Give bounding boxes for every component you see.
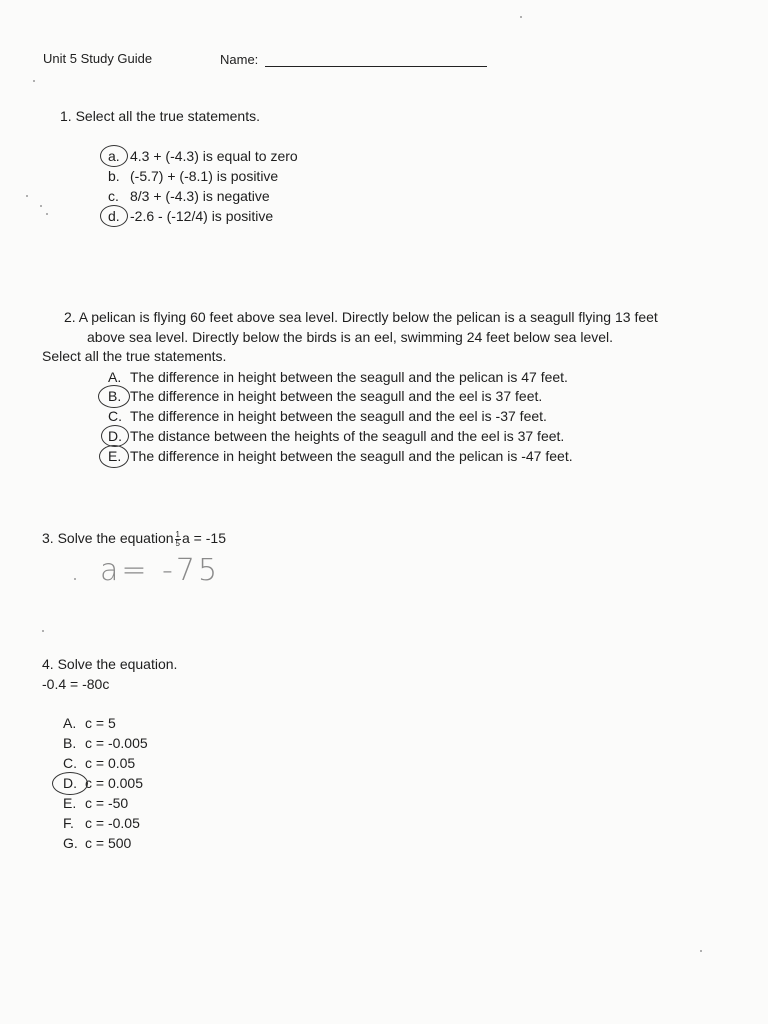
question-3-prompt-prefix: 3. Solve the equation xyxy=(42,530,174,546)
q1-option-b-letter: b. xyxy=(108,168,120,184)
q4-option-a xyxy=(63,715,116,731)
question-3-handwritten-answer: a= -75 xyxy=(100,553,221,588)
q2-option-e xyxy=(108,448,573,464)
question-2-prompt-line-1: 2. A pelican is flying 60 feet above sea level. Directly below the pelican is a seagull flying 13 feet xyxy=(64,309,658,325)
q2-option-c-text: The difference in height between the seagull and the eel is -37 feet. xyxy=(130,408,547,424)
q4-option-e xyxy=(63,795,128,811)
q1-option-c-letter: c. xyxy=(108,188,119,204)
q2-option-d-letter: D. xyxy=(108,428,122,444)
q1-option-d-letter: d. xyxy=(108,208,120,224)
question-2-instruction: Select all the true statements. xyxy=(42,348,227,364)
q4-option-a-text: c = 5 xyxy=(85,715,116,731)
q1-option-c xyxy=(108,188,270,204)
scan-speck xyxy=(33,80,35,82)
q2-option-b-circle-mark xyxy=(98,385,130,408)
name-blank-line xyxy=(265,66,487,67)
q2-option-c-letter: C. xyxy=(108,408,122,424)
q4-option-e-text: c = -50 xyxy=(85,795,129,811)
q4-option-a-letter: A. xyxy=(63,715,77,731)
q1-option-b xyxy=(108,168,278,184)
question-3-fraction xyxy=(175,531,181,548)
q4-option-b-letter: B. xyxy=(63,735,77,751)
question-1-prompt: 1. Select all the true statements. xyxy=(60,108,260,124)
q1-option-a-letter: a. xyxy=(108,148,120,164)
question-3-prompt-suffix: a = -15 xyxy=(182,530,226,546)
q2-option-b xyxy=(108,388,542,404)
q2-option-e-letter: E. xyxy=(108,448,122,464)
q1-option-a-circle-mark xyxy=(100,145,128,167)
q4-option-d-text: c = 0.005 xyxy=(85,775,143,791)
q4-option-f-letter: F. xyxy=(63,815,74,831)
name-label: Name: xyxy=(220,52,259,67)
q1-option-d-circle-mark xyxy=(100,205,128,227)
q2-option-a-letter: A. xyxy=(108,369,122,385)
question-4-prompt: 4. Solve the equation. xyxy=(42,656,178,672)
q4-option-d-letter: D. xyxy=(63,775,77,791)
q4-option-c-letter: C. xyxy=(63,755,77,771)
q4-option-d-circle-mark xyxy=(52,772,88,795)
q4-option-c xyxy=(63,755,135,771)
fraction-numerator: 1 xyxy=(175,529,180,539)
q1-option-b-text: (-5.7) + (-8.1) is positive xyxy=(130,168,279,184)
q1-option-a-text: 4.3 + (-4.3) is equal to zero xyxy=(130,148,298,164)
document-title: Unit 5 Study Guide xyxy=(43,51,153,66)
q2-option-c xyxy=(108,408,547,424)
q2-option-b-letter: B. xyxy=(108,388,122,404)
q1-option-d-text: -2.6 - (-12/4) is positive xyxy=(130,208,274,224)
scan-speck xyxy=(40,205,42,207)
q4-option-c-text: c = 0.05 xyxy=(85,755,136,771)
q2-option-d-text: The distance between the heights of the seagull and the eel is 37 feet. xyxy=(130,428,565,444)
question-2-prompt-line-2: above sea level. Directly below the birds is an eel, swimming 24 feet below sea level. xyxy=(87,329,614,345)
question-4-equation: -0.4 = -80c xyxy=(42,676,110,692)
q4-option-f-text: c = -0.05 xyxy=(85,815,140,831)
q4-option-b xyxy=(63,735,148,751)
q1-option-c-text: 8/3 + (-4.3) is negative xyxy=(130,188,270,204)
q2-option-b-text: The difference in height between the seagull and the eel is 37 feet. xyxy=(130,388,543,404)
q2-option-a-text: The difference in height between the seagull and the pelican is 47 feet. xyxy=(130,369,568,385)
scan-speck xyxy=(46,213,48,215)
q2-option-d-circle-mark xyxy=(101,425,129,447)
scan-speck xyxy=(74,578,76,580)
scan-speck xyxy=(26,195,28,197)
q2-option-a xyxy=(108,369,568,385)
q2-option-d xyxy=(108,428,564,444)
scan-speck xyxy=(700,950,702,952)
q1-option-a xyxy=(108,148,298,164)
q4-option-g-letter: G. xyxy=(63,835,78,851)
scan-speck xyxy=(520,16,522,18)
scan-speck xyxy=(42,630,44,632)
question-3-prompt xyxy=(42,530,226,548)
q2-option-e-circle-mark xyxy=(99,445,129,468)
q4-option-g xyxy=(63,835,131,851)
fraction-denominator: 5 xyxy=(175,538,180,548)
q4-option-g-text: c = 500 xyxy=(85,835,132,851)
q2-option-e-text: The difference in height between the seagull and the pelican is -47 feet. xyxy=(130,448,573,464)
q4-option-f xyxy=(63,815,140,831)
q4-option-e-letter: E. xyxy=(63,795,77,811)
q4-option-b-text: c = -0.005 xyxy=(85,735,148,751)
q1-option-d xyxy=(108,208,273,224)
